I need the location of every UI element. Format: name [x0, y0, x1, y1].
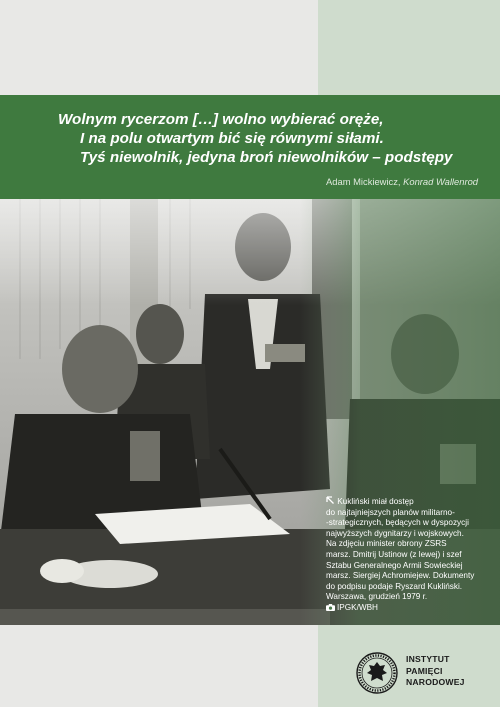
- attribution-author: Adam Mickiewicz,: [326, 176, 404, 187]
- quote-line-2: I na polu otwartym bić się równymi siłami.: [80, 130, 384, 147]
- arrow-up-left-icon: [326, 496, 335, 504]
- eagle-seal-icon: [356, 652, 398, 694]
- photo-credit: [326, 603, 498, 614]
- caption-text-9: Warszawa, grudzień 1979 r.: [326, 592, 428, 602]
- quote-text: [58, 110, 488, 167]
- camera-icon: [326, 604, 335, 611]
- credit-text: IPGK/WBH: [337, 602, 378, 612]
- logo-line-1: INSTYTUT: [406, 654, 450, 664]
- caption-text-1: do najtajniejszych planów militarno-: [326, 507, 455, 517]
- logo-line-3: NARODOWEJ: [406, 677, 465, 688]
- caption-text-8: do podpisu podaje Ryszard Kukliński.: [326, 581, 463, 591]
- photo-caption: [326, 496, 498, 614]
- caption-text-0: Kukliński miał dostęp: [337, 497, 414, 506]
- logo-line-2: PAMIĘCI: [406, 665, 443, 676]
- quote-line-3: Tyś niewolnik, jedyna broń niewolników – podstępy: [80, 149, 453, 166]
- ipn-logo: [356, 648, 486, 698]
- attribution-work: Konrad Wallenrod: [403, 176, 478, 187]
- quote-line-1: Wolnym rycerzom […] wolno wybierać oręże,: [58, 111, 384, 128]
- bottom-left-panel: [0, 625, 318, 707]
- caption-line-1: [326, 496, 498, 508]
- caption-text-3: najwyższych dygnitarzy i wojskowych.: [326, 528, 464, 538]
- caption-text-4: Na zdjęciu minister obrony ZSRS: [326, 539, 447, 549]
- caption-text-5: marsz. Dmitrij Ustinow (z lewej) i szef: [326, 549, 462, 559]
- quote-attribution: [326, 176, 478, 187]
- caption-text-2: -strategicznych, będących w dyspozycji: [326, 518, 469, 528]
- caption-text-6: Sztabu Generalnego Armii Sowieckiej: [326, 560, 463, 570]
- caption-text-7: marsz. Siergiej Achromiejew. Dokumenty: [326, 571, 475, 581]
- logo-wordmark: [406, 654, 465, 689]
